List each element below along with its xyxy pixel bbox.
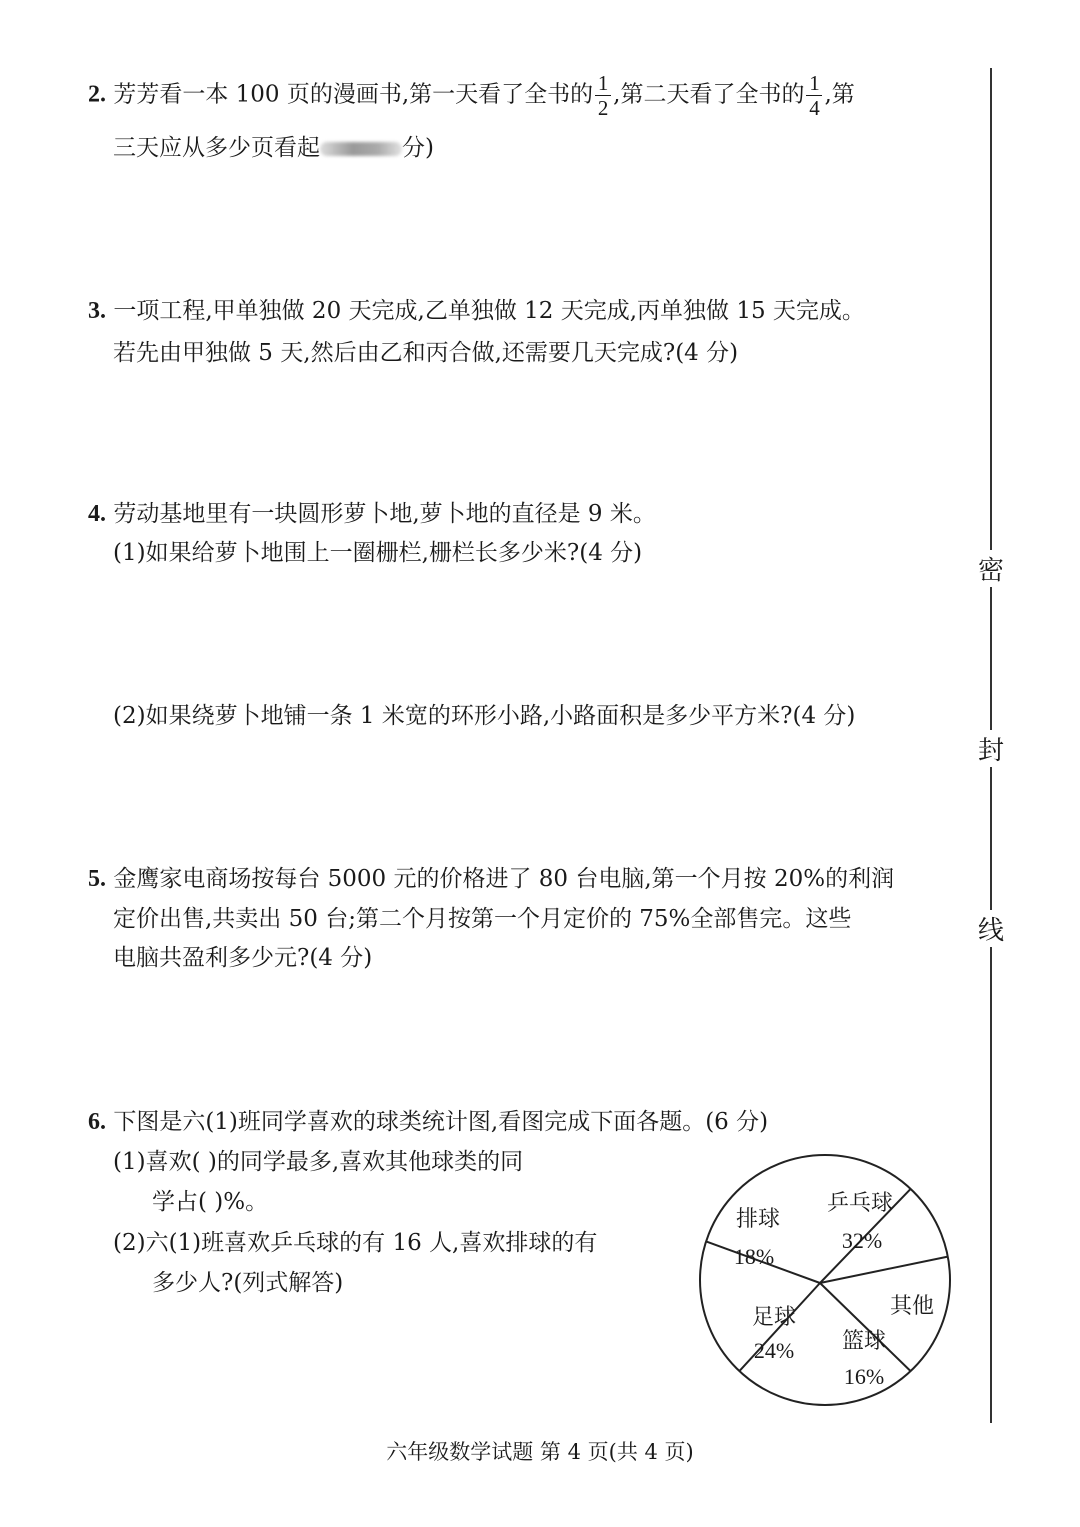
question-6-sub-1a — [113, 1147, 523, 1177]
question-text: (1)如果给萝卜地围上一圈栅栏,栅栏长多少米?(4 分) — [113, 540, 643, 566]
slice-label-football: 足球 — [751, 1304, 797, 1329]
question-text: 定价出售,共卖出 50 台;第二个月按第一个月定价的 75%全部售完。这些 — [113, 906, 852, 932]
denominator: 2 — [597, 96, 609, 120]
question-6-sub-2a — [113, 1228, 597, 1258]
question-text: 分) — [402, 135, 434, 161]
question-text: (2)如果绕萝卜地铺一条 1 米宽的环形小路,小路面积是多少平方米?(4 分) — [113, 703, 856, 729]
question-4-line-1 — [88, 499, 656, 529]
slice-value-volleyball: 18% — [733, 1244, 775, 1269]
numerator: 1 — [597, 71, 609, 95]
question-text: 多少人?(列式解答) — [152, 1270, 344, 1296]
question-2-line-1 — [88, 72, 855, 119]
fraction-one-half — [595, 72, 611, 119]
question-text: 三天应从多少页看起 — [113, 135, 320, 161]
question-text: 学占( )%。 — [152, 1189, 269, 1215]
slice-label-volleyball: 排球 — [735, 1206, 781, 1231]
question-4-sub-2 — [113, 701, 855, 731]
question-text: 劳动基地里有一块圆形萝卜地,萝卜地的直径是 9 米。 — [113, 501, 656, 527]
question-text: 电脑共盈利多少元?(4 分) — [113, 945, 373, 971]
slice-label-pingpong: 乒乓球 — [826, 1190, 894, 1215]
slice-label-basketball: 篮球 — [841, 1328, 887, 1353]
question-6-sub-1b — [152, 1187, 268, 1217]
fraction-one-quarter — [806, 72, 822, 119]
question-text: ,第二天看了全书的 — [613, 81, 805, 108]
question-number: 4. — [88, 501, 106, 527]
question-5-line-3 — [113, 943, 372, 973]
question-3-line-1 — [88, 296, 865, 326]
question-number: 5. — [88, 866, 106, 892]
slice-label-other: 其他 — [889, 1293, 935, 1318]
question-5-line-1 — [88, 864, 894, 894]
pie-outline — [700, 1155, 950, 1405]
question-4-sub-1 — [113, 538, 642, 568]
question-number: 3. — [88, 298, 106, 324]
slice-value-basketball: 16% — [843, 1364, 885, 1389]
question-text: 金鹰家电商场按每台 5000 元的价格进了 80 台电脑,第一个月按 20%的利润 — [113, 866, 895, 892]
question-text: ,第 — [824, 81, 855, 108]
numerator: 1 — [809, 71, 820, 95]
pie-slice-boundary — [820, 1257, 948, 1283]
slice-value-pingpong: 32% — [841, 1228, 883, 1253]
question-text: 一项工程,甲单独做 20 天完成,乙单独做 12 天完成,丙单独做 15 天完成。 — [113, 298, 865, 324]
redaction-blur — [320, 142, 402, 156]
question-5-line-2 — [113, 904, 851, 934]
seal-char-xian: 线 — [973, 910, 1009, 947]
question-number: 6. — [88, 1109, 106, 1135]
question-text: 下图是六(1)班同学喜欢的球类统计图,看图完成下面各题。(6 分) — [113, 1109, 769, 1135]
question-text: 芳芳看一本 100 页的漫画书,第一天看了全书的 — [113, 81, 594, 108]
seal-char-mi: 密 — [973, 550, 1009, 587]
question-number: 2. — [88, 81, 106, 108]
page-footer: 六年级数学试题 第 4 页(共 4 页) — [386, 1440, 694, 1464]
question-3-line-2 — [113, 338, 738, 368]
question-text: (1)喜欢( )的同学最多,喜欢其他球类的同 — [113, 1149, 524, 1175]
slice-value-football: 24% — [753, 1338, 795, 1363]
ball-preference-pie-chart — [690, 1150, 960, 1420]
seal-char-feng: 封 — [973, 730, 1009, 767]
question-text: (2)六(1)班喜欢乒乓球的有 16 人,喜欢排球的有 — [113, 1230, 598, 1256]
question-6-line-1 — [88, 1107, 768, 1137]
question-2-line-2 — [113, 133, 434, 163]
denominator: 4 — [809, 96, 820, 120]
question-6-sub-2b — [152, 1268, 343, 1298]
question-text: 若先由甲独做 5 天,然后由乙和丙合做,还需要几天完成?(4 分) — [113, 340, 739, 366]
